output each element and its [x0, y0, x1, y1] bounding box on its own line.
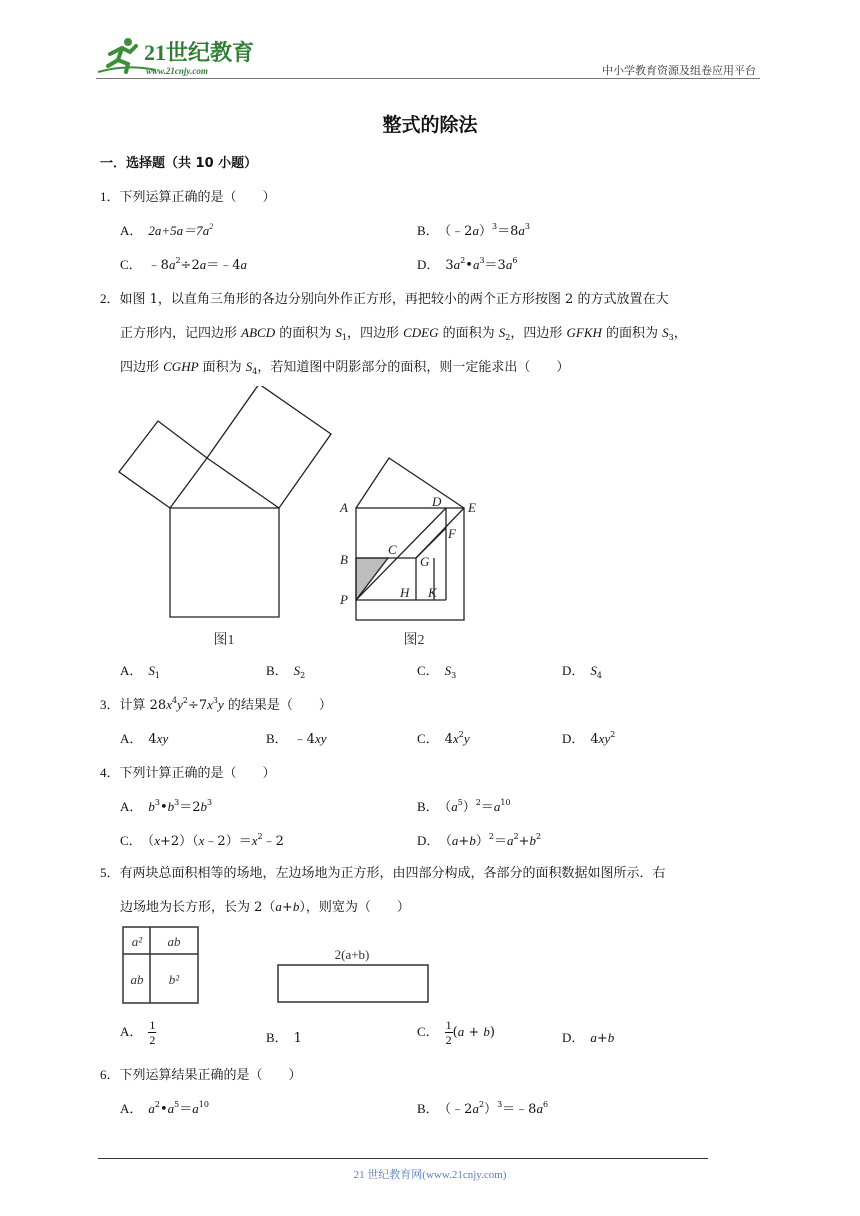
question-4-stem: [100, 762, 276, 781]
option-label: C．: [417, 1024, 439, 1039]
question-number: 4．: [100, 765, 120, 780]
option-expression: $(x+2)(x﹣2)=x^2﹣2$: [147, 832, 284, 849]
option-label: A．: [120, 799, 143, 814]
option-label: C．: [417, 663, 439, 678]
q1-option-b[interactable]: [417, 220, 530, 239]
point-h: H: [400, 585, 410, 600]
brand-logo: [96, 34, 256, 78]
question-2-stem-line-2: 正方形内，记四边形 ABCD 的面积为 $S_1$，四边形 CDEG 的面积为 $S_2$，四边形 GFKH 的面积为 $S_3$，: [120, 325, 687, 342]
option-label: A．: [120, 1101, 143, 1116]
option-label: D．: [417, 833, 440, 848]
question-text: 计算 $28x^4y^2\div 7x^3y$ 的结果是（ ）: [119, 696, 332, 713]
top-triangle: [356, 458, 464, 508]
question-5-stem-line-2: 边场地为长方形，长为 2（a+b），则宽为（ ）: [120, 899, 410, 915]
option-expression: $b^3•b^3=2b^3$: [148, 798, 213, 815]
q6-option-a[interactable]: [120, 1098, 209, 1117]
point-p: P: [340, 592, 348, 607]
question-text: 下列运算正确的是（ ）: [119, 190, 276, 205]
q4-option-b[interactable]: [417, 796, 511, 815]
q5-option-c[interactable]: C． $\frac{1}{2}$ (a + b): [417, 1018, 495, 1047]
q1-option-d[interactable]: [417, 254, 517, 273]
header-divider: [96, 78, 760, 79]
rectangle-length-label: 2(a+b): [334, 947, 370, 962]
question-number: 6．: [100, 1067, 120, 1082]
question-number: 3．: [100, 697, 120, 712]
point-f: F: [448, 526, 456, 541]
question-2-stem-line-1: [100, 288, 668, 307]
option-expression: $(a+b)^2=a^2+b^2$: [445, 832, 542, 849]
q3-option-c[interactable]: [417, 728, 470, 747]
question-2-stem-line-3: 四边形 CGHP 面积为 $S_4$，若知道图中阴影部分的面积，则一定能求出（ ）: [120, 359, 570, 376]
option-label: C．: [120, 257, 142, 272]
q4-option-c[interactable]: [120, 830, 284, 849]
option-label: B．: [417, 223, 439, 238]
small-square-right: [207, 386, 331, 508]
point-a: A: [340, 500, 348, 515]
option-label: A．: [120, 731, 143, 746]
option-expression: $4x^2y$: [444, 730, 470, 747]
option-expression: (a + b): [452, 1024, 495, 1040]
option-expression: $S_1$: [148, 663, 160, 680]
figure-1-label: 图1: [213, 633, 235, 648]
point-c: C: [388, 542, 397, 557]
option-expression: $(﹣2a)^3=8a^3$: [444, 222, 530, 239]
option-label: D．: [417, 257, 440, 272]
question-text: 有两块总面积相等的场地，左边场地为正方形，由四部分构成，各部分的面积数据如图所示．右: [119, 866, 666, 881]
option-expression: $3a^2•a^3=3a^6$: [445, 256, 518, 273]
option-label: D．: [562, 731, 585, 746]
cell-ab-top: ab: [167, 934, 181, 949]
option-expression: $(﹣2a^2)^3=﹣8a^6$: [444, 1100, 549, 1117]
q3-option-d[interactable]: [562, 728, 615, 747]
option-expression: $4xy^2$: [590, 730, 616, 747]
area-rectangle: [278, 965, 428, 1002]
cell-ab-bottom: ab: [130, 972, 144, 987]
site-name: 中小学教育资源及组卷应用平台: [602, 64, 756, 77]
option-label: A．: [120, 223, 143, 238]
question-3-stem: [100, 694, 332, 713]
option-expression: $S_3$: [444, 663, 457, 680]
option-expression: $﹣8a^2\div 2a=﹣4a$: [147, 256, 247, 273]
question-number: 2．: [100, 291, 120, 306]
shaded-region: [356, 558, 388, 600]
option-expression: $a^2•a^5=a^{10}$: [148, 1100, 209, 1117]
cell-b-squared: b²: [168, 972, 180, 987]
question-5-figure: [120, 924, 440, 1006]
option-label: C．: [120, 833, 142, 848]
option-label: D．: [562, 1030, 585, 1045]
option-label: A．: [120, 663, 143, 678]
option-expression: $S_4$: [590, 663, 602, 680]
q5-option-a[interactable]: [120, 1018, 156, 1047]
option-expression: $S_2$: [293, 663, 306, 680]
option-expression: ﹣4xy: [293, 731, 327, 747]
q2-option-a[interactable]: [120, 660, 160, 679]
q6-option-b[interactable]: [417, 1098, 548, 1117]
question-text: 如图 1，以直角三角形的各边分别向外作正方形，再把较小的两个正方形按图 2 的方式放置在大: [119, 292, 669, 307]
document-title: 整式的除法: [382, 114, 478, 136]
figure-2: [334, 450, 484, 650]
q3-option-b[interactable]: [266, 728, 327, 747]
option-label: B．: [417, 799, 439, 814]
q3-option-a[interactable]: [120, 728, 168, 747]
option-expression: $(a^5)^2=a^{10}$: [444, 798, 511, 815]
q5-option-b[interactable]: [266, 1027, 302, 1046]
question-text: 下列计算正确的是（ ）: [119, 766, 276, 781]
option-expression: 1: [293, 1031, 302, 1046]
section-heading: 一．选择题（共 10 小题）: [100, 156, 258, 171]
point-e: E: [468, 500, 476, 515]
option-label: B．: [417, 1101, 439, 1116]
question-number: 1．: [100, 189, 120, 204]
footer-divider: [98, 1158, 708, 1159]
q4-option-d[interactable]: [417, 830, 541, 849]
question-5-stem-line-1: [100, 862, 666, 881]
option-expression: a+b: [590, 1030, 615, 1046]
figure-1: [112, 386, 342, 648]
q1-option-c[interactable]: [120, 254, 247, 273]
q5-option-d[interactable]: [562, 1027, 614, 1046]
option-expression: $2a+5a=7a^2$: [148, 222, 214, 238]
option-label: D．: [562, 663, 585, 678]
question-6-stem: [100, 1064, 302, 1083]
point-b: B: [340, 552, 348, 567]
question-1-stem: [100, 186, 276, 205]
cell-a-squared: a²: [131, 934, 143, 949]
question-text: 下列运算结果正确的是（ ）: [119, 1068, 302, 1083]
footer-text[interactable]: 21 世纪教育网(www.21cnjy.com): [353, 1169, 507, 1181]
logo-url-text: www.21cnjy.com: [146, 66, 208, 76]
small-square-left: [119, 421, 207, 508]
option-expression: $\frac{1}{2}$: [149, 1018, 156, 1047]
logo-text: 21世纪教育: [144, 40, 255, 65]
option-label: B．: [266, 663, 288, 678]
q1-option-a[interactable]: [120, 220, 213, 239]
question-number: 5．: [100, 865, 120, 880]
option-label: A．: [120, 1024, 143, 1039]
point-g: G: [420, 554, 430, 569]
q2-option-c[interactable]: [417, 660, 456, 679]
q4-option-a[interactable]: [120, 796, 212, 815]
point-k: K: [428, 585, 437, 600]
q2-option-d[interactable]: [562, 660, 602, 679]
option-label: B．: [266, 731, 288, 746]
point-d: D: [432, 494, 442, 509]
option-label: C．: [417, 731, 439, 746]
large-square: [170, 508, 279, 617]
option-label: B．: [266, 1030, 288, 1045]
option-expression: 4xy: [148, 731, 169, 747]
figure-2-label: 图2: [403, 633, 425, 648]
q2-option-b[interactable]: [266, 660, 305, 679]
